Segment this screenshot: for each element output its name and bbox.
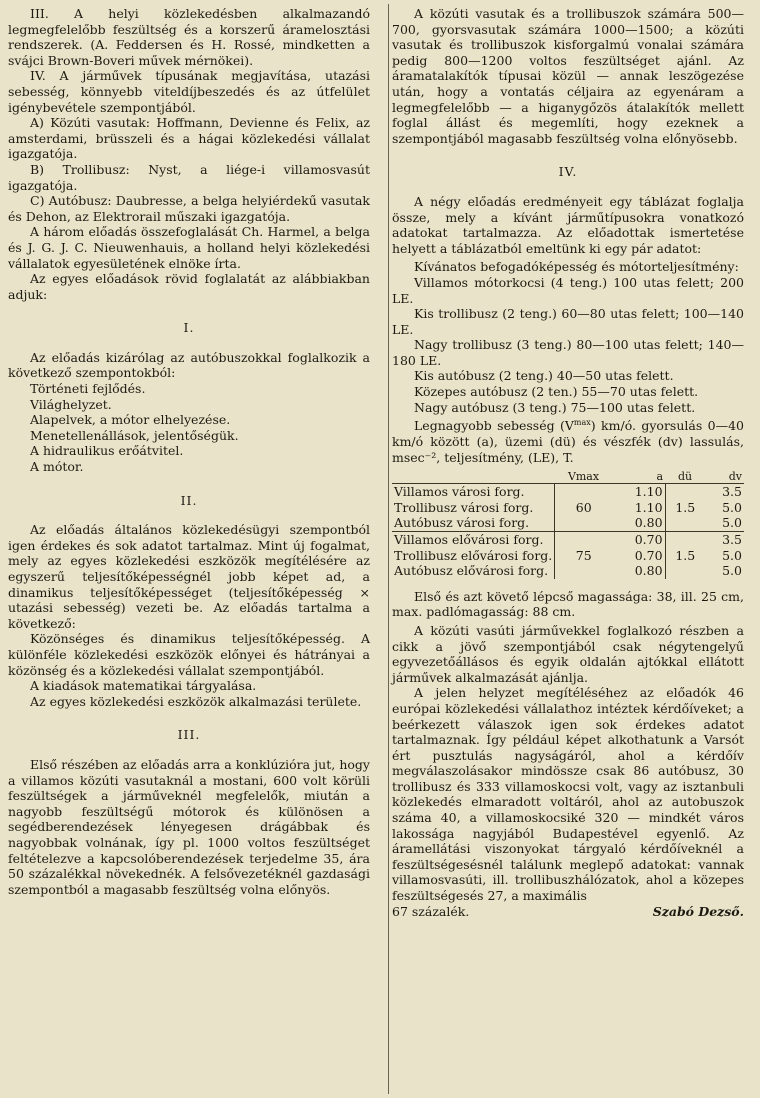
section-heading-4: IV.	[558, 164, 578, 180]
paragraph: Az egyes közlekedési eszközök alkalmazási területe.	[30, 693, 362, 709]
table-cell: 0.70	[634, 547, 663, 563]
right-column	[380, 6, 744, 1098]
table-cell: 1.10	[612, 484, 665, 500]
table-cell: 5.0	[722, 547, 742, 563]
paragraph: A kiadások matematikai tárgyalása.	[30, 678, 257, 694]
paragraph: Közönséges és dinamikus teljesítőképesség. A különféle közlekedési eszközök előnyei és hátrányai a közönség és a közlekedési vállalat szempontjából.	[8, 631, 370, 678]
capacity-item: Kis trollibusz (2 teng.) 60—80 utas felett; 100—140 LE.	[392, 306, 744, 337]
table-header: dü	[677, 470, 693, 484]
paragraph: Az előadás általános közlekedésügyi szempontból igen érdekes és sok adatot tartalmaz. Mint új fogalmat, mely az egyes közlekedési eszközök megítélésére az egyszerű teljesítőképességnél jobb képet ad, a dinamikus teljesítőképességet (teljesítőképesség × utazási sebesség) vezeti be. Az előadás tartalma a következő:	[8, 522, 370, 631]
table-cell: 0.70	[612, 531, 665, 547]
paragraph: Az egyes előadások rövid foglalatát az alábbiakban adjuk:	[8, 271, 370, 302]
table-cell-vmax: 75	[555, 531, 612, 578]
closing-line	[392, 904, 744, 920]
table-cell: 5.0	[722, 499, 742, 515]
list-item: Alapelvek, a mótor elhelyezése.	[30, 412, 231, 428]
section-heading-3: III.	[177, 727, 201, 743]
capacity-item: Kis autóbusz (2 teng.) 40—50 utas felett.	[414, 368, 674, 384]
paragraph: III. A helyi közlekedésben alkalmazandó legmegfelelőbb feszültség és a korszerű áramelosztási rendszerek. (A. Feddersen és H. Rossé, mindketten a svájci Brown-Boveri művek mérnökei).	[8, 6, 370, 68]
closing-text: 67 százalék.	[392, 903, 470, 919]
table-cell: 0.80	[634, 515, 663, 531]
paragraph: Első részében az előadás arra a konklúzióra jut, hogy a villamos közúti vasutaknál a mostani, 600 volt körüli feszültségek a járműveknél megfelelők, miután a nagyobb feszültségű mótorok és különösen a segédberendezések lényegesen drágábbak és nagyobbak volnának, így pl. 1000 voltos feszültséget feltételezve a kapcsolóberendezések terjedelme 35, ára 50 százalékkal növekednék. A felsővezetéknél gazdasági szempontból a magasabb feszültség volna előnyös.	[8, 756, 370, 897]
left-column	[8, 6, 380, 1098]
table-cell: 1.10	[634, 499, 663, 515]
table-cell: 3.5	[705, 531, 744, 547]
table-cell: 3.5	[705, 484, 744, 500]
list-item: Világhelyzet.	[30, 396, 112, 412]
table-cell-vmax: 60	[555, 484, 612, 532]
table-cell: Autóbusz elővárosi forg.	[394, 563, 549, 579]
list-item: A hidraulikus erőátvitel.	[30, 443, 184, 459]
table-cell: Villamos elővárosi forg.	[392, 531, 555, 547]
list-item: Menetellenállások, jelentőségük.	[30, 427, 239, 443]
author-signature: Szabó Dezső.	[652, 903, 744, 919]
paragraph: A négy előadás eredményeit egy táblázat foglalja össze, mely a kívánt járműtípusokra vonatkozó adatokat tartalmazza. Az előadottak ismertetése helyett a táblázatból emeltünk ki egy pár adatot:	[392, 193, 744, 256]
speed-note-sup: max	[573, 418, 591, 428]
topic-list	[8, 381, 370, 475]
paragraph: A) Közúti vasutak: Hoffmann, Devienne és Felix, az amsterdami, brüsszeli és a hágai közlekedési vállalat igazgatója.	[8, 115, 370, 162]
paragraph: A közúti vasúti járművekkel foglalkozó részben a cikk a jövő szempontjából csak négytengelyű egyvezetőállásos és egyik oldalán ajtókkal ellátott járművek alkalmazását ajánlja.	[392, 622, 744, 685]
table-cell: 5.0	[722, 515, 742, 531]
table-cell: Trollibusz városi forg.	[394, 499, 534, 515]
table-cell-du: 1.5	[665, 531, 705, 578]
table-header: Vmax	[567, 470, 600, 484]
table-cell: 5.0	[722, 563, 742, 579]
list-item: Történeti fejlődés.	[30, 381, 146, 397]
table-row	[392, 484, 744, 500]
capacity-item: Villamos mótorkocsi (4 teng.) 100 utas felett; 200 LE.	[392, 274, 744, 306]
table-row	[392, 531, 744, 547]
paragraph: A három előadás összefoglalását Ch. Harmel, a belga és J. G. J. C. Nieuwenhauis, a holland helyi közlekedési vállalatok egyesületének elnöke írta.	[8, 224, 370, 271]
paragraph: Az előadás kizárólag az autóbuszokkal foglalkozik a következő szempontokból:	[8, 349, 370, 381]
vehicle-data-table	[392, 471, 744, 579]
paragraph: C) Autóbusz: Daubresse, a belga helyiérdekű vasutak és Dehon, az Elektrorail műszaki igazgatója.	[8, 193, 370, 224]
table-cell: 0.80	[634, 563, 663, 579]
table-cell: Autóbusz városi forg.	[394, 515, 530, 531]
table-header: dv	[728, 470, 742, 484]
table-cell-du: 1.5	[665, 484, 705, 532]
list-item: A mótor.	[30, 459, 84, 475]
table-header: a	[656, 470, 664, 484]
paragraph: Első és azt követő lépcső magassága: 38, ill. 25 cm, max. padlómagasság: 88 cm.	[392, 588, 744, 620]
section-heading-1: I.	[183, 320, 195, 336]
table-cell: Villamos városi forg.	[392, 484, 555, 500]
paragraph: A jelen helyzet megítéléséhez az előadók 46 európai közlekedési vállalathoz intéztek kérdőíveket; a beérkezett válaszok igen sok érdekes adatot tartalmaznak. Így például képet alkothatunk a Varsót ért pusztulás nagyságáról, ahol a kérdőív megválaszolásakor mindössze csak 86 autóbusz, 30 trollibusz és 333 villamoskocsi volt, vagy az isztanbuli közlekedés elmaradott voltáról, ahol az autobuszok száma 40, a villamoskocsiké 320 — mindkét város lakossága nagyjából Budapestével egyenlő. Az áramellátási viszonyokat tárgyaló kérdőíveknél a feszültségesésnél találunk meglepő adatokat: vannak villamosvasúti, ill. trollibuszhálózatok, ahol a közepes feszültségesés 27, a maximális	[392, 685, 744, 904]
speed-note-text: Legnagyobb sebesség (V	[414, 418, 574, 434]
capacity-item: Nagy autóbusz (3 teng.) 75—100 utas felett.	[414, 399, 696, 415]
table-cell: Trollibusz elővárosi forg.	[394, 547, 553, 563]
paragraph: B) Trollibusz: Nyst, a liége-i villamosvasút igazgatója.	[8, 161, 370, 193]
paragraph: IV. A járművek típusának megjavítása, utazási sebesség, könnyebb viteldíjbeszedés és az útfelület igénybevétele szempontjából.	[8, 68, 370, 115]
speed-note-text: ) km/ó. gyorsulás 0—40 km/ó között (a), üzemi (dü) és vészfék (dv) lassulás, msec⁻², teljesítmény, (LE), T.	[392, 418, 745, 465]
section-heading-2: II.	[180, 492, 198, 508]
speed-note	[392, 415, 744, 465]
capacity-item: Nagy trollibusz (3 teng.) 80—100 utas felett; 140—180 LE.	[392, 337, 744, 368]
capacity-item: Közepes autóbusz (2 ten.) 55—70 utas felett.	[414, 384, 699, 400]
column-divider	[388, 4, 389, 1094]
paragraph: A közúti vasutak és a trollibuszok számára 500—700, gyorsvasutak számára 1000—1500; a közúti vasutak és trollibuszok kisforgalmú vonalai számára pedig 800—1200 voltos feszültséget ajánl. Az áramatalakítók típusai közül — annak leszögezése után, hogy a vontatás céljaira az egyenáram a legmegfelelőbb — a higanygőzös átalakítók mellett foglal állást és megemlíti, hogy ezeknek a szempontjából magasabb feszültség volna előnyösebb.	[392, 6, 744, 146]
paragraph: Kívánatos befogadóképesség és mótorteljesítmény:	[414, 259, 739, 275]
